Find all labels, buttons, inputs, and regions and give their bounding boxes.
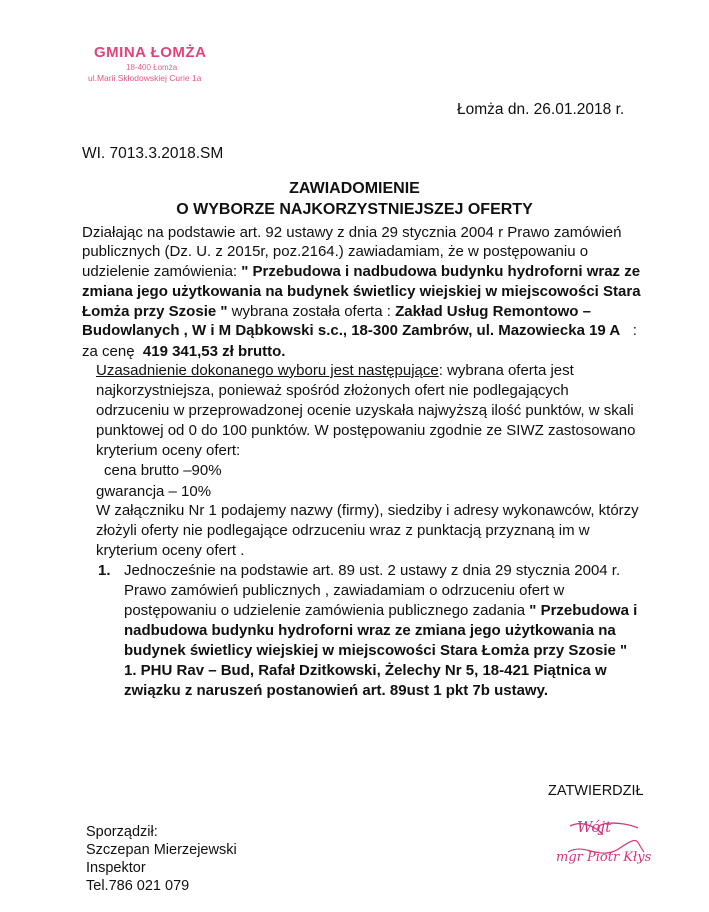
item-line [124, 601, 637, 620]
document-title: ZAWIADOMIENIE [289, 180, 420, 197]
criterion-warranty: gwarancja – 10% [96, 483, 212, 500]
contractor-name: Budowlanych , W i M Dąbkowski s.c., 18-300 Zambrów, ul. Mazowiecka 19 A [82, 322, 621, 339]
body-line: Działając na podstawie art. 92 ustawy z dnia 29 stycznia 2004 r Prawo zamówień [82, 224, 622, 241]
body-line [96, 361, 574, 380]
stamp-zip: 18-400 Łomża [126, 63, 178, 72]
body-line: kryterium oceny ofert: [96, 442, 241, 459]
body-text: : [632, 322, 637, 339]
justification-heading: Uzasadnienie dokonanego wyboru jest następujące [96, 362, 439, 379]
body-line: złożyli oferty nie podlegające odrzuceniu wraz z punktacją przyznaną im w [96, 522, 590, 539]
body-text: wybrana została oferta : [231, 303, 391, 320]
criterion-price: cena brutto –90% [104, 462, 222, 479]
reference-number: WI. 7013.3.2018.SM [82, 145, 224, 162]
signature-title: Wójt [577, 818, 612, 836]
body-line [82, 262, 640, 281]
document-subtitle: O WYBORZE NAJKORZYSTNIEJSZEJ OFERTY [176, 201, 533, 218]
body-text: udzielenie zamówienia: [82, 263, 238, 280]
body-line: punktowej od 0 do 100 punktów. W postępowaniu zgodnie ze SIWZ zastosowano [96, 422, 636, 439]
body-text: postępowaniu o udzielenie zamówienia publicznego zadania [124, 602, 526, 619]
stamp-address: ul.Marii Skłodowskiej Curie 1a [88, 73, 202, 83]
body-line [82, 321, 637, 340]
task-name: " Przebudowa i nadbudowa budynku hydroforni wraz ze [241, 263, 641, 280]
stamp-name: GMINA ŁOMŻA [94, 44, 207, 61]
rejection-reason: związku z naruszeń postanowień art. 89ust 1 pkt 7b ustawy. [124, 682, 548, 699]
task-name: zmiana jego użytkowania na budynek świetlicy wiejskiej w miejscowości Stara [82, 283, 641, 300]
contractor-name: Zakład Usług Remontowo – [395, 303, 591, 320]
task-name: Łomża przy Szosie " [82, 303, 228, 320]
item-line: Jednocześnie na podstawie art. 89 ust. 2 ustawy z dnia 29 stycznia 2004 r. [124, 562, 621, 579]
body-text: za cenę [82, 343, 135, 360]
price: 419 341,53 zł brutto. [142, 343, 286, 360]
approved-label: ZATWIERDZIŁ [548, 783, 644, 799]
task-name: nadbudowa budynku hydroforni wraz ze zmiana jego użytkowania na [124, 622, 616, 639]
task-name: budynek świetlicy wiejskiej w miejscowości Stara Łomża przy Szosie " [124, 642, 628, 659]
body-line: publicznych (Dz. U. z 2015r, poz.2164.) zawiadamiam, że w postępowaniu o [82, 243, 589, 260]
municipality-stamp [88, 44, 206, 83]
prepared-role: Inspektor [86, 860, 146, 876]
signature-scribble [540, 812, 650, 872]
prepared-phone: Tel.786 021 079 [86, 878, 190, 894]
body-line: odrzuceniu w przeprowadzonej ocenie uzyskała najwyższą ilość punktów, w skali [96, 402, 634, 419]
place-date: Łomża dn. 26.01.2018 r. [457, 101, 625, 118]
list-number: 1. [98, 562, 111, 579]
body-text: : wybrana oferta jest [438, 362, 574, 379]
signature-name: mgr Piotr Kłys [556, 850, 652, 865]
item-line [124, 681, 548, 700]
rejected-contractor: 1. PHU Rav – Bud, Rafał Dzitkowski, Żelechy Nr 5, 18-421 Piątnica w [124, 662, 607, 679]
body-line [82, 342, 285, 361]
prepared-name: Szczepan Mierzejewski [86, 842, 237, 858]
body-line: W załączniku Nr 1 podajemy nazwy (firmy), siedziby i adresy wykonawców, którzy [96, 502, 639, 519]
item-line [124, 621, 616, 640]
body-line [82, 282, 641, 301]
body-line: najkorzystniejsza, ponieważ spośród złożonych ofert nie podlegających [96, 382, 569, 399]
item-line [124, 641, 627, 660]
body-line [82, 302, 591, 321]
item-line: Prawo zamówień publicznych , zawiadamiam o odrzuceniu ofert w [124, 582, 565, 599]
prepared-label: Sporządził: [86, 824, 158, 840]
body-line: kryterium oceny ofert . [96, 542, 245, 559]
item-line [124, 661, 607, 680]
task-name: " Przebudowa i [529, 602, 638, 619]
